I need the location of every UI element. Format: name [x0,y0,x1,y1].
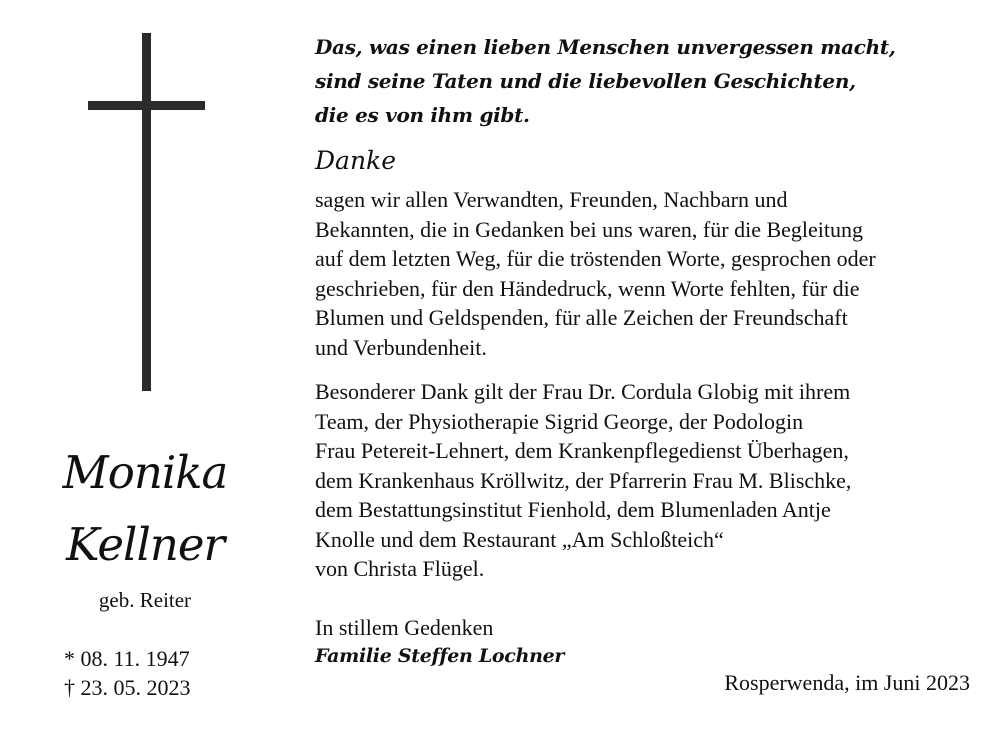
cross-vertical-bar [142,33,151,391]
cross-horizontal-bar [88,101,205,110]
last-name: Kellner [66,518,224,571]
first-name: Monika [62,446,228,499]
death-date: † 23. 05. 2023 [64,675,191,700]
text-line: dem Krankenhaus Kröllwitz, der Pfarrerin Frau M. Blischke, [315,467,852,493]
text-line: sagen wir allen Verwandten, Freunden, Nachbarn und [315,187,788,212]
text-line: Besonderer Dank gilt der Frau Dr. Cordula Globig mit ihrem [315,379,851,404]
family-signature: Familie Steffen Lochner [315,645,565,667]
text-line: geschrieben, für den Händedruck, wenn Worte fehlten, für die [315,275,860,301]
thanks-paragraph [315,185,985,362]
text-line: Knolle und dem Restaurant „Am Schloßteich“ [315,526,724,552]
place-and-date: Rosperwenda, im Juni 2023 [724,670,970,695]
text-line: Bekannten, die in Gedanken bei uns waren, für die Begleitung [315,216,864,242]
text-line: Blumen und Geldspenden, für alle Zeichen der Freundschaft [315,305,848,330]
birth-date: * 08. 11. 1947 [64,646,190,671]
text-line: Frau Petereit-Lehnert, dem Krankenpflegedienst Überhagen, [315,438,849,463]
text-line: Team, der Physiotherapie Sigrid George, der Podologin [315,408,804,434]
text-line: auf dem letzten Weg, für die tröstenden Worte, gesprochen oder [315,246,876,271]
text-line: von Christa Flügel. [315,556,485,581]
quote-line: sind seine Taten und die liebevollen Geschichten, [315,69,856,93]
quote-line: die es von ihm gibt. [315,103,530,127]
birth-name: geb. Reiter [98,588,192,612]
thanks-heading: Danke [315,146,396,175]
quote-line: Das, was einen lieben Menschen unvergessen macht, [315,35,896,59]
special-thanks-paragraph [315,377,985,584]
text-line: und Verbundenheit. [315,334,487,360]
memorial-quote [315,30,975,132]
closing-line: In stillem Gedenken [315,615,494,640]
text-line: dem Bestattungsinstitut Fienhold, dem Blumenladen Antje [315,497,831,522]
